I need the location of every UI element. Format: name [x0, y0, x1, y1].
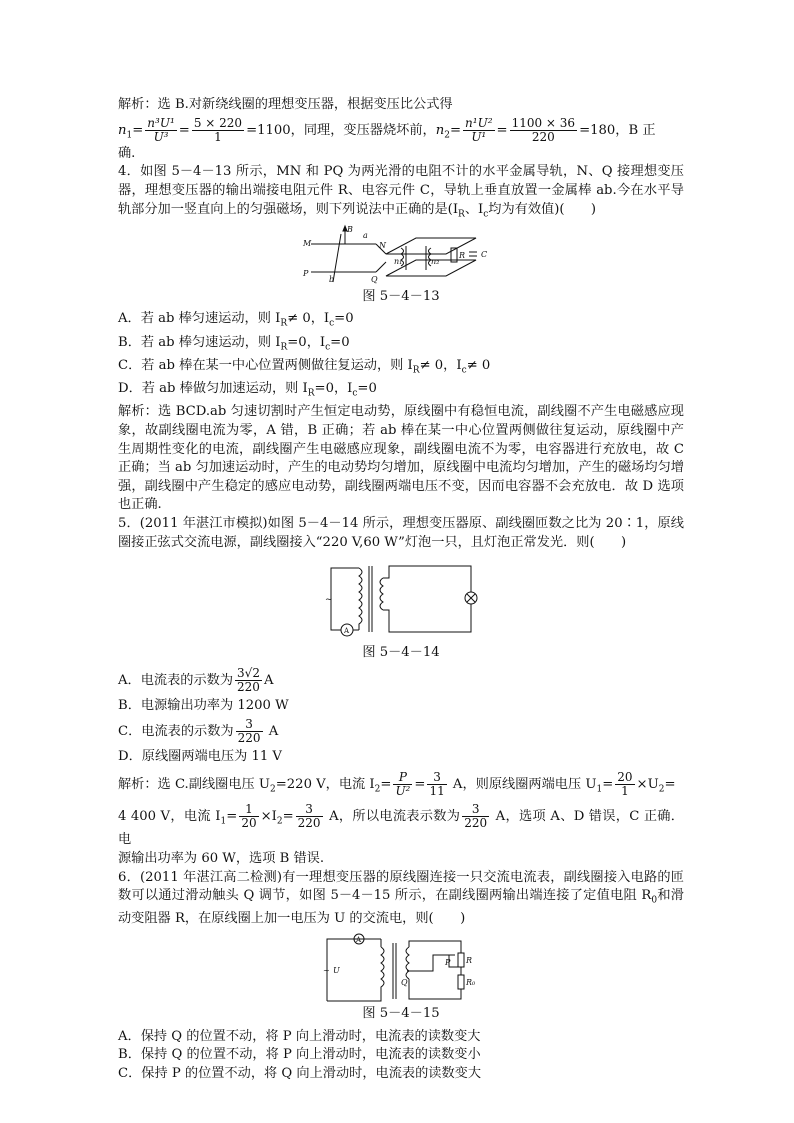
- n2-fraction-values: $\frac{1100 \times 36}{220}$: [511, 115, 576, 144]
- label-R: R: [459, 250, 466, 260]
- q5-answer-line2: 4 400 V，电流 $I_1=$ $\frac{1}{20}$ $\times I_2=$ $\frac{3}{220}$ A，所以电流表示数为 $\frac{3}{220}$ A，选项 A、D 错误，C 正确．电: [118, 802, 684, 848]
- q5-option-d: D．原线圈两端电压为 11 V: [118, 749, 282, 765]
- figure-5-4-15-caption: 图 5－4－15: [362, 1005, 440, 1021]
- label-R0: R₀: [466, 977, 476, 987]
- q6-option-b: B．保持 Q 的位置不动，将 P 向上滑动时，电流表的读数变小: [118, 1047, 481, 1063]
- figure-5-4-14-caption: 图 5－4－14: [362, 645, 440, 661]
- label-n1: n₁: [394, 256, 403, 266]
- n1-fraction: $\frac{\text{n³U¹}}{\text{U³}}$: [147, 115, 175, 144]
- n2-fraction: $\frac{\text{n¹U²}}{\text{U¹}}$: [465, 115, 493, 144]
- n1-symbol: n: [118, 122, 127, 138]
- label-P-q6: P: [445, 957, 451, 967]
- label-R-q6: R: [466, 955, 473, 965]
- ammeter-label-q6: A: [356, 935, 362, 944]
- label-B: B: [347, 224, 353, 234]
- figure-5-4-14: [321, 558, 481, 642]
- q4-option-c: C．若 ab 棒在某一中心位置两侧做往复运动，则 $I_R\ne 0$，$I_c\ne 0$: [118, 357, 491, 376]
- label-N: N: [379, 240, 386, 250]
- ac-source-symbol-q6: ~: [323, 965, 330, 975]
- label-M: M: [303, 238, 312, 248]
- q5-option-b: B．电源输出功率为 1200 W: [118, 697, 289, 713]
- n1-result: =1100，同理，变压器烧坏前，: [246, 122, 436, 138]
- q3-answer-formula: $n_1=$ $\frac{\text{n³U¹}}{\text{U³}}$ = $\frac{5 \times 220}{1}$ =1100，同理，变压器烧坏前，$n_2=$ $\frac{\text{n¹U²}}{\text{U¹}}$ = $\frac{1100 \times 36}{220}$ =180，B 正: [118, 115, 656, 144]
- figure-5-4-13: [301, 224, 501, 286]
- q5-option-a: A．电流表的示数为 $\frac{3√2}{220}$ A: [118, 665, 274, 694]
- q4-option-b: B．若 ab 棒匀速运动，则 $I_R=0$，$I_c=0$: [118, 334, 350, 353]
- document-page: [118, 96, 684, 1083]
- q4-answer: 解析：选 BCD.ab 匀速切割时产生恒定电动势，原线圈中有稳恒电流，副线圈不产生电磁感应现象，故副线圈电流为零，A 错，B 正确；若 ab 棒在某一中心位置两侧做往复运动，原线圈中产生周期性变化的电流，副线圈产生电磁感应现象，副线圈电流不为零，电容器进行充放电，故 C 正确；当 ab 匀加速运动时，产生的电动势均匀增加，原线圈中电流均匀增加，产生的磁场均匀增强，副线圈中产生稳定的感应电动势，副线圈两端电压不变，因而电容器不会充放电．故 D 选项也正确.: [118, 404, 684, 513]
- label-Q: Q: [371, 274, 378, 284]
- q3-answer-line1: 解析：选 B.对新绕线圈的理想变压器，根据变压比公式得: [118, 97, 453, 112]
- label-a: a: [363, 230, 368, 240]
- label-C: C: [481, 249, 488, 259]
- q4-stem: 4．如图 5－4－13 所示，MN 和 PQ 为两光滑的电阻不计的水平金属导轨，N、Q 接理想变压器，理想变压器的输出端接电阻元件 R、电容元件 C，导轨上垂直放置一金属棒 ab.今在水平导轨部分加一竖直向上的匀强磁场，则下列说法中正确的是($I_R$、$I_c$均为有效值)( ): [118, 164, 684, 220]
- q5-option-c: C．电流表的示数为 $\frac{3}{220}$ A: [118, 717, 279, 746]
- label-Q-q6: Q: [401, 977, 408, 987]
- n2-symbol: n: [435, 122, 445, 138]
- q4-option-d: D．若 ab 棒做匀加速运动，则 $I_R=0$，$I_c=0$: [118, 381, 377, 399]
- ammeter-label: A: [344, 627, 350, 636]
- figure-5-4-15: [321, 933, 481, 1005]
- label-U: U: [333, 965, 340, 975]
- n2-result: =180，B 正: [579, 122, 656, 138]
- q5-stem: 5．(2011 年湛江市模拟)如图 5－4－14 所示，理想变压器原、副线圈匝数之比为 20∶1，原线圈接正弦式交流电源，副线圈接入“220 V,60 W”灯泡一只，且灯泡正常发光．则( ): [118, 515, 684, 550]
- ac-source-symbol: ~: [325, 595, 333, 606]
- label-n2: n₂: [431, 256, 440, 266]
- label-P: P: [303, 268, 309, 278]
- figure-5-4-13-caption: 图 5－4－13: [362, 288, 440, 304]
- n1-fraction-values: $\frac{5 \times 220}{1}$: [193, 115, 243, 144]
- q6-option-c: C．保持 P 的位置不动，将 Q 向上滑动时，电流表的读数变大: [118, 1065, 482, 1081]
- q6-option-a: A．保持 Q 的位置不动，将 P 向上滑动时，电流表的读数变大: [118, 1028, 481, 1044]
- q4-option-a: A．若 ab 棒匀速运动，则 $I_R\ne 0$，$I_c=0$: [118, 311, 354, 330]
- q5-answer-line1: 解析：选 C.副线圈电压 $U_2=220$ V，电流 $I_2=$ $\frac{P}{\text{U²}}$ = $\frac{3}{11}$ A，则原线圈两端电压 $U_1=$ $\frac{20}{1}$ $\times U_2=$: [118, 769, 676, 798]
- q6-stem: 6．(2011 年湛江高二检测)有一理想变压器的原线圈连接一只交流电流表，副线圈接入电路的匝数可以通过滑动触头 Q 调节，如图 5－4－15 所示，在副线圈两输出端连接了定值电阻 $R_0$和滑动变阻器 R，在原线圈上加一电压为 U 的交流电，则( ): [118, 869, 684, 927]
- q3-answer-line3: 确.: [118, 145, 136, 161]
- q5-answer-line3: 源输出功率为 60 W，选项 B 错误.: [118, 850, 325, 866]
- label-b: b: [329, 274, 335, 284]
